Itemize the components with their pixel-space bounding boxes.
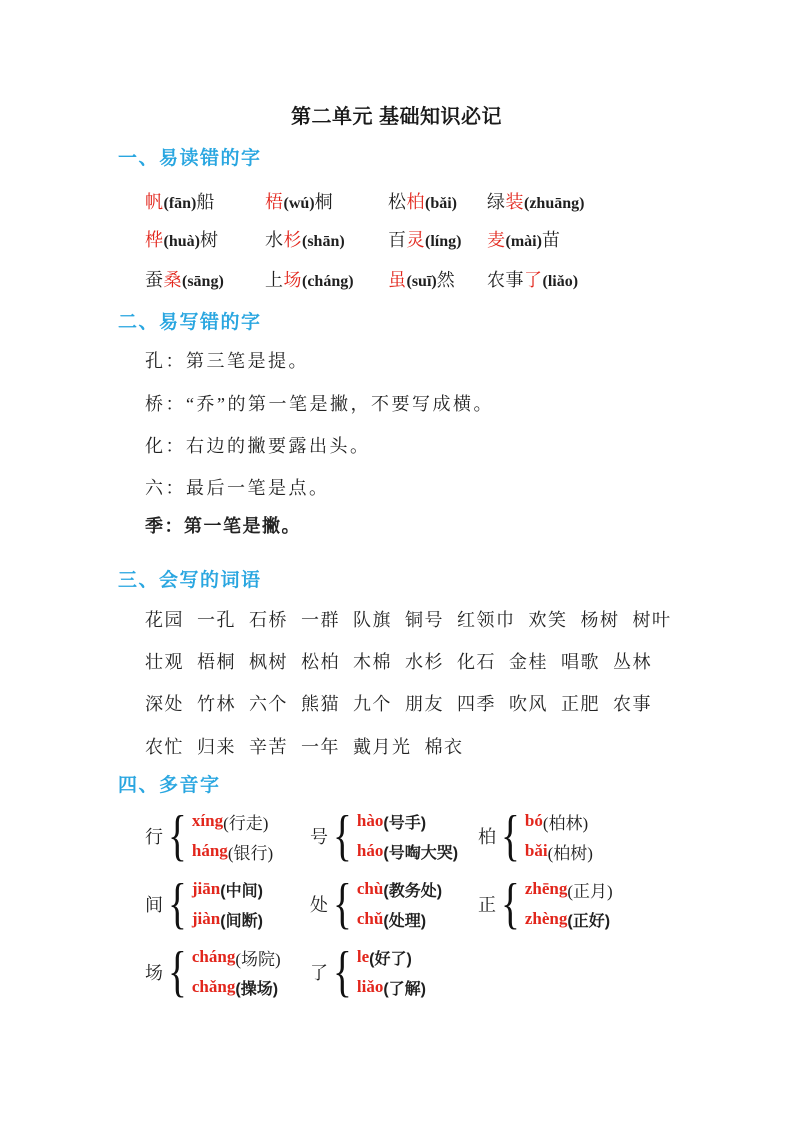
pinyin-item: [145, 226, 218, 252]
vocabulary-word: 熊猫: [301, 694, 340, 714]
reading-line: [357, 942, 426, 972]
character-text: 苗: [541, 230, 561, 250]
example-word: (号啕大哭): [383, 844, 459, 862]
readings-column: [192, 806, 273, 866]
pinyin-item: [265, 226, 345, 252]
pinyin-reading: háo: [356, 841, 384, 860]
pinyin-reading: liǎo: [356, 977, 384, 996]
vocabulary-word: 农事: [613, 694, 652, 714]
pinyin-item: [388, 188, 457, 214]
polyphone-row: [145, 806, 765, 868]
polyphone-group: [310, 806, 458, 866]
vocabulary-word: 深处: [145, 694, 184, 714]
vocabulary-word: 水杉: [405, 652, 444, 672]
reading-line: [192, 806, 273, 836]
example-word: (好了): [369, 950, 412, 968]
highlighted-character: 灵: [406, 230, 425, 250]
example-word: (柏林): [542, 813, 589, 833]
base-character: 间: [145, 895, 163, 915]
pinyin-item: [388, 226, 461, 252]
section4-polyphones: [145, 806, 765, 1016]
pinyin-text: (mài): [505, 233, 542, 250]
reading-line: [357, 836, 458, 866]
pinyin-reading: jiān: [191, 879, 221, 898]
pinyin-item: [145, 266, 224, 292]
polyphone-group: [478, 874, 613, 934]
highlighted-character: 柏: [406, 192, 425, 212]
pinyin-reading: zhèng: [524, 909, 568, 928]
readings-column: [357, 874, 442, 934]
stroke-note-line: 孔：第三笔是提。: [145, 351, 309, 371]
vocabulary-word: 金桂: [509, 652, 548, 672]
pinyin-text: (bǎi): [425, 195, 457, 212]
pinyin-item: [388, 266, 455, 292]
vocabulary-word: 棉衣: [424, 737, 464, 757]
reading-line: [192, 942, 281, 972]
polyphone-group: [478, 806, 593, 866]
pinyin-item: [487, 188, 584, 214]
character-text: 蚕: [145, 270, 164, 290]
polyphone-group: [310, 874, 442, 934]
readings-column: [192, 874, 263, 934]
reading-line: [192, 972, 281, 1002]
pinyin-text: (liǎo): [542, 273, 579, 290]
example-word: (行走): [223, 813, 269, 833]
brace-glyph: {: [501, 805, 520, 867]
vocabulary-word: 木棉: [353, 652, 392, 672]
readings-column: [525, 874, 613, 934]
polyphone-row: [145, 942, 765, 1004]
pinyin-reading: chǔ: [356, 909, 384, 928]
polyphone-group: [310, 942, 426, 1002]
pinyin-text: (sāng): [182, 273, 224, 290]
vocabulary-word: 一群: [301, 610, 340, 630]
example-word: (间断): [220, 912, 263, 930]
polyphone-group: [145, 874, 263, 934]
reading-line: [357, 904, 442, 934]
character-text: 农事: [487, 270, 524, 290]
pinyin-item: [265, 188, 333, 214]
base-character: 场: [145, 963, 163, 983]
example-word: (场院): [235, 949, 281, 969]
base-character: 了: [310, 963, 328, 983]
brace-glyph: {: [333, 873, 352, 935]
vocabulary-word: 壮观: [145, 652, 184, 672]
pinyin-item: [487, 266, 578, 292]
pinyin-reading: le: [356, 947, 370, 966]
readings-column: [525, 806, 593, 866]
pinyin-reading: xíng: [191, 811, 224, 830]
vocabulary-word: 归来: [197, 737, 236, 757]
base-character: 号: [310, 827, 328, 847]
highlighted-character: 桑: [163, 270, 182, 290]
highlighted-character: 杉: [283, 230, 302, 250]
reading-line: [192, 874, 263, 904]
pinyin-reading: bó: [524, 811, 543, 830]
section2-miswritten-characters: [145, 347, 705, 547]
page-title: 第二单元 基础知识必记: [290, 106, 503, 128]
pinyin-item: [145, 188, 215, 214]
vocabulary-word: 竹林: [197, 694, 236, 714]
brace-glyph: {: [333, 805, 352, 867]
vocabulary-word: 六个: [249, 694, 288, 714]
brace-glyph: {: [168, 941, 187, 1003]
example-word: (银行): [227, 843, 274, 863]
highlighted-character: 梧: [265, 192, 284, 212]
pinyin-item: [265, 266, 354, 292]
word-list-line: [145, 606, 685, 632]
word-list-line: [145, 690, 665, 716]
pinyin-reading: háng: [191, 841, 228, 860]
base-character: 正: [478, 895, 496, 915]
reading-line: [525, 806, 593, 836]
vocabulary-word: 朋友: [405, 694, 444, 714]
vocabulary-word: 杨树: [580, 610, 620, 630]
word-list-line: [145, 733, 477, 759]
pinyin-text: (cháng): [302, 273, 354, 290]
vocabulary-word: 花园: [145, 610, 184, 630]
pinyin-text: (líng): [425, 233, 462, 250]
vocabulary-word: 铜号: [405, 610, 444, 630]
vocabulary-word: 一孔: [197, 610, 236, 630]
base-character: 处: [310, 895, 328, 915]
example-word: (处理): [383, 912, 427, 930]
vocabulary-word: 正肥: [561, 694, 600, 714]
highlighted-character: 场: [283, 270, 302, 290]
section3-word-list: [145, 606, 745, 786]
highlighted-character: 了: [524, 270, 543, 290]
character-text: 然: [436, 270, 456, 290]
base-character: 柏: [478, 827, 496, 847]
brace-glyph: {: [168, 873, 187, 935]
highlighted-character: 桦: [145, 230, 164, 250]
vocabulary-word: 四季: [457, 694, 496, 714]
pinyin-text: (wú): [283, 195, 315, 212]
reading-line: [357, 972, 426, 1002]
vocabulary-word: 农忙: [145, 737, 184, 757]
pinyin-reading: cháng: [191, 947, 236, 966]
vocabulary-word: 梧桐: [197, 652, 236, 672]
pinyin-text: (suī): [406, 273, 437, 290]
readings-column: [192, 942, 281, 1002]
example-word: (教务处): [383, 882, 443, 900]
example-word: (中间): [220, 882, 263, 900]
vocabulary-word: 队旗: [353, 610, 392, 630]
vocabulary-word: 戴月光: [353, 737, 412, 757]
stroke-note-line: 六：最后一笔是点。: [145, 478, 330, 498]
vocabulary-word: 辛苦: [249, 737, 288, 757]
brace-glyph: {: [333, 941, 352, 1003]
character-text: 松: [388, 192, 407, 212]
vocabulary-word: 一年: [301, 737, 340, 757]
vocabulary-word: 丛林: [613, 652, 652, 672]
vocabulary-word: 枫树: [249, 652, 288, 672]
pinyin-reading: zhēng: [524, 879, 568, 898]
pinyin-text: (fān): [163, 195, 197, 212]
vocabulary-word: 欢笑: [528, 610, 568, 630]
highlighted-character: 装: [505, 192, 524, 212]
stroke-note-line: 桥：“乔”的第一笔是撇，不要写成横。: [145, 394, 494, 414]
highlighted-character: 虽: [388, 270, 407, 290]
vocabulary-word: 树叶: [632, 610, 672, 630]
section1-heading: 一、易读错的字: [118, 148, 262, 169]
vocabulary-word: 化石: [457, 652, 496, 672]
readings-column: [357, 942, 426, 1002]
example-word: (柏树): [547, 843, 593, 863]
example-word: (了解): [383, 980, 427, 998]
reading-line: [357, 874, 442, 904]
readings-column: [357, 806, 458, 866]
example-word: (号手): [383, 814, 427, 832]
character-text: 百: [388, 230, 407, 250]
example-word: (正好): [567, 912, 611, 930]
vocabulary-word: 唱歌: [561, 652, 600, 672]
vocabulary-word: 松柏: [301, 652, 340, 672]
character-text: 桐: [314, 192, 334, 212]
vocabulary-word: 九个: [353, 694, 392, 714]
section4-heading: 四、多音字: [118, 775, 221, 796]
example-word: (操场): [235, 980, 279, 998]
highlighted-character: 麦: [487, 230, 506, 250]
example-word: (正月): [567, 881, 613, 901]
character-text: 船: [196, 192, 215, 212]
vocabulary-word: 吹风: [509, 694, 548, 714]
character-text: 绿: [487, 192, 506, 212]
section2-heading: 二、易写错的字: [118, 312, 262, 333]
brace-glyph: {: [501, 873, 520, 935]
reading-line: [525, 904, 613, 934]
pinyin-text: (zhuāng): [524, 195, 585, 212]
word-list-line: [145, 648, 665, 674]
stroke-note-line: 季：第一笔是撇。: [145, 516, 301, 536]
reading-line: [192, 836, 273, 866]
vocabulary-word: 石桥: [249, 610, 288, 630]
pinyin-text: (shān): [302, 233, 345, 250]
pinyin-reading: chù: [356, 879, 384, 898]
section1-misread-characters: [145, 188, 745, 298]
polyphone-group: [145, 942, 281, 1002]
reading-line: [357, 806, 458, 836]
polyphone-group: [145, 806, 273, 866]
character-text: 上: [265, 270, 284, 290]
pinyin-reading: bǎi: [524, 841, 548, 860]
polyphone-row: [145, 874, 765, 936]
stroke-note-line: 化：右边的撇要露出头。: [145, 436, 371, 456]
character-text: 树: [199, 230, 219, 250]
pinyin-item: [487, 226, 560, 252]
pinyin-reading: jiàn: [191, 909, 221, 928]
vocabulary-word: 红领巾: [457, 610, 516, 630]
brace-glyph: {: [168, 805, 187, 867]
base-character: 行: [145, 827, 163, 847]
pinyin-reading: chǎng: [191, 977, 236, 996]
reading-line: [525, 874, 613, 904]
character-text: 水: [265, 230, 284, 250]
pinyin-reading: hào: [356, 811, 384, 830]
reading-line: [192, 904, 263, 934]
section3-heading: 三、会写的词语: [118, 570, 262, 591]
pinyin-text: (huà): [163, 233, 200, 250]
highlighted-character: 帆: [145, 192, 164, 212]
reading-line: [525, 836, 593, 866]
